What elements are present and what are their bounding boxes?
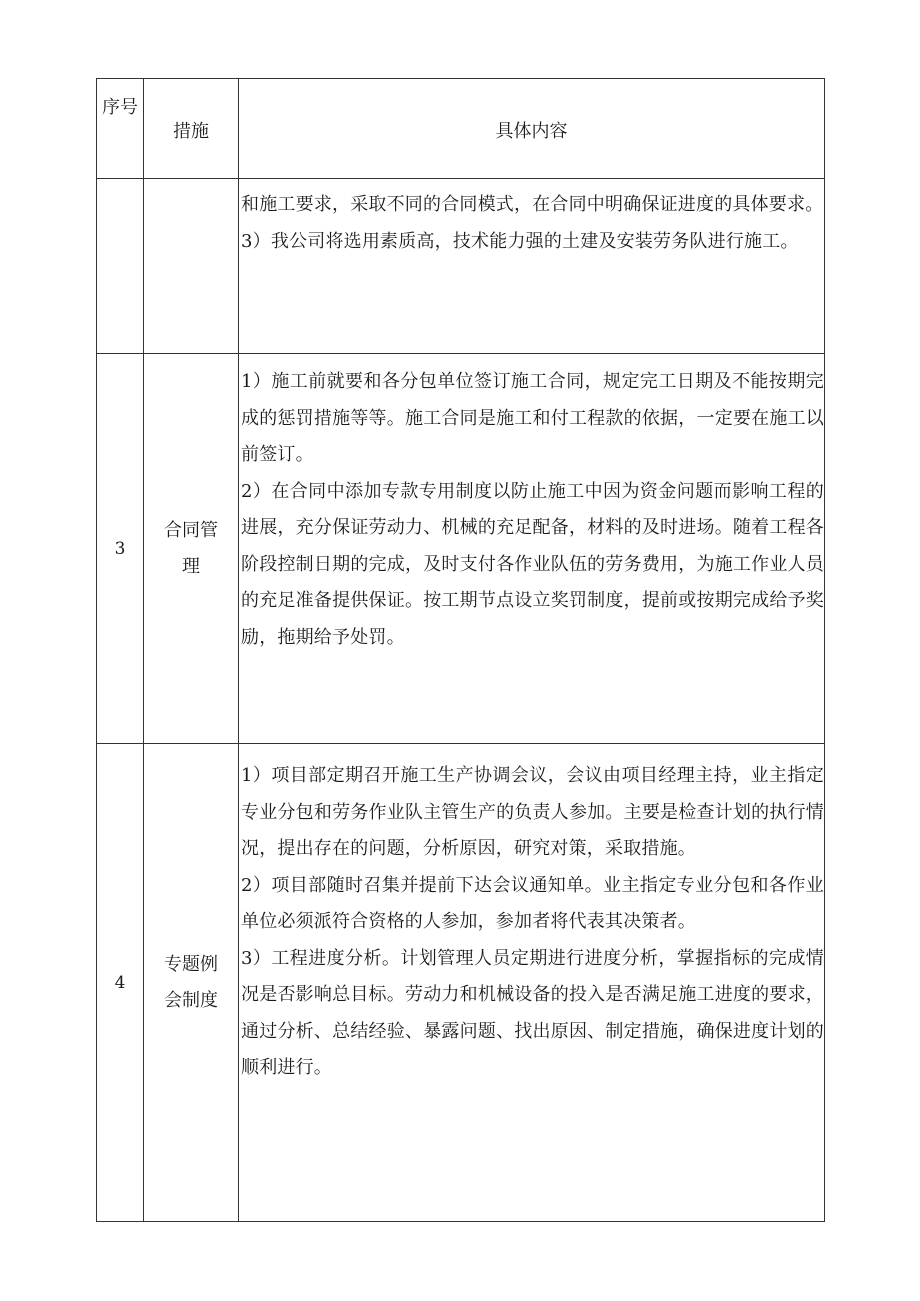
row-content bbox=[239, 179, 825, 354]
content-paragraph: 3）我公司将选用素质高，技术能力强的土建及安装劳务队进行施工。 bbox=[241, 230, 799, 252]
row-measure: 专题例会制度 bbox=[144, 744, 239, 1222]
table-row bbox=[97, 354, 825, 744]
content-paragraph: 3）工程进度分析。计划管理人员定期进行进度分析，掌握指标的完成情况是否影响总目标。劳动力和机械设备的投入是否满足施工进度的要求，通过分析、总结经验、暴露问题、找出原因、制定措施，确保进度计划的顺利进行。 bbox=[241, 947, 824, 1078]
content-paragraph: 1）施工前就要和各分包单位签订施工合同，规定完工日期及不能按期完成的惩罚措施等等。施工合同是施工和付工程款的依据，一定要在施工以前签订。 bbox=[241, 371, 824, 465]
table-row bbox=[97, 744, 825, 1222]
content-paragraph: 2）在合同中添加专款专用制度以防止施工中因为资金问题而影响工程的进展，充分保证劳动力、机械的充足配备，材料的及时进场。随着工程各阶段控制日期的完成，及时支付各作业队伍的劳务费用，为施工作业人员的充足准备提供保证。按工期节点设立奖罚制度，提前或按期完成给予奖励，拖期给予处罚。 bbox=[241, 480, 824, 648]
content-paragraph: 和施工要求，采取不同的合同模式，在合同中明确保证进度的具体要求。 bbox=[241, 194, 824, 215]
row-number: 3 bbox=[97, 354, 144, 744]
content-paragraph: 1）项目部定期召开施工生产协调会议，会议由项目经理主持，业主指定专业分包和劳务作业队主管生产的负责人参加。主要是检查计划的执行情况，提出存在的问题，分析原因，研究对策，采取措施。 bbox=[241, 765, 824, 859]
row-number bbox=[97, 179, 144, 354]
table-row bbox=[97, 179, 825, 354]
measures-table bbox=[96, 78, 825, 1222]
table-header-row bbox=[97, 79, 825, 179]
row-measure: 合同管理 bbox=[144, 354, 239, 744]
header-no: 序号 bbox=[97, 79, 144, 179]
row-content bbox=[239, 354, 825, 744]
header-content: 具体内容 bbox=[239, 79, 825, 179]
row-measure bbox=[144, 179, 239, 354]
row-content bbox=[239, 744, 825, 1222]
row-number: 4 bbox=[97, 744, 144, 1222]
header-measure: 措施 bbox=[144, 79, 239, 179]
content-paragraph: 2）项目部随时召集并提前下达会议通知单。业主指定专业分包和各作业单位必须派符合资格的人参加，参加者将代表其决策者。 bbox=[241, 874, 824, 932]
